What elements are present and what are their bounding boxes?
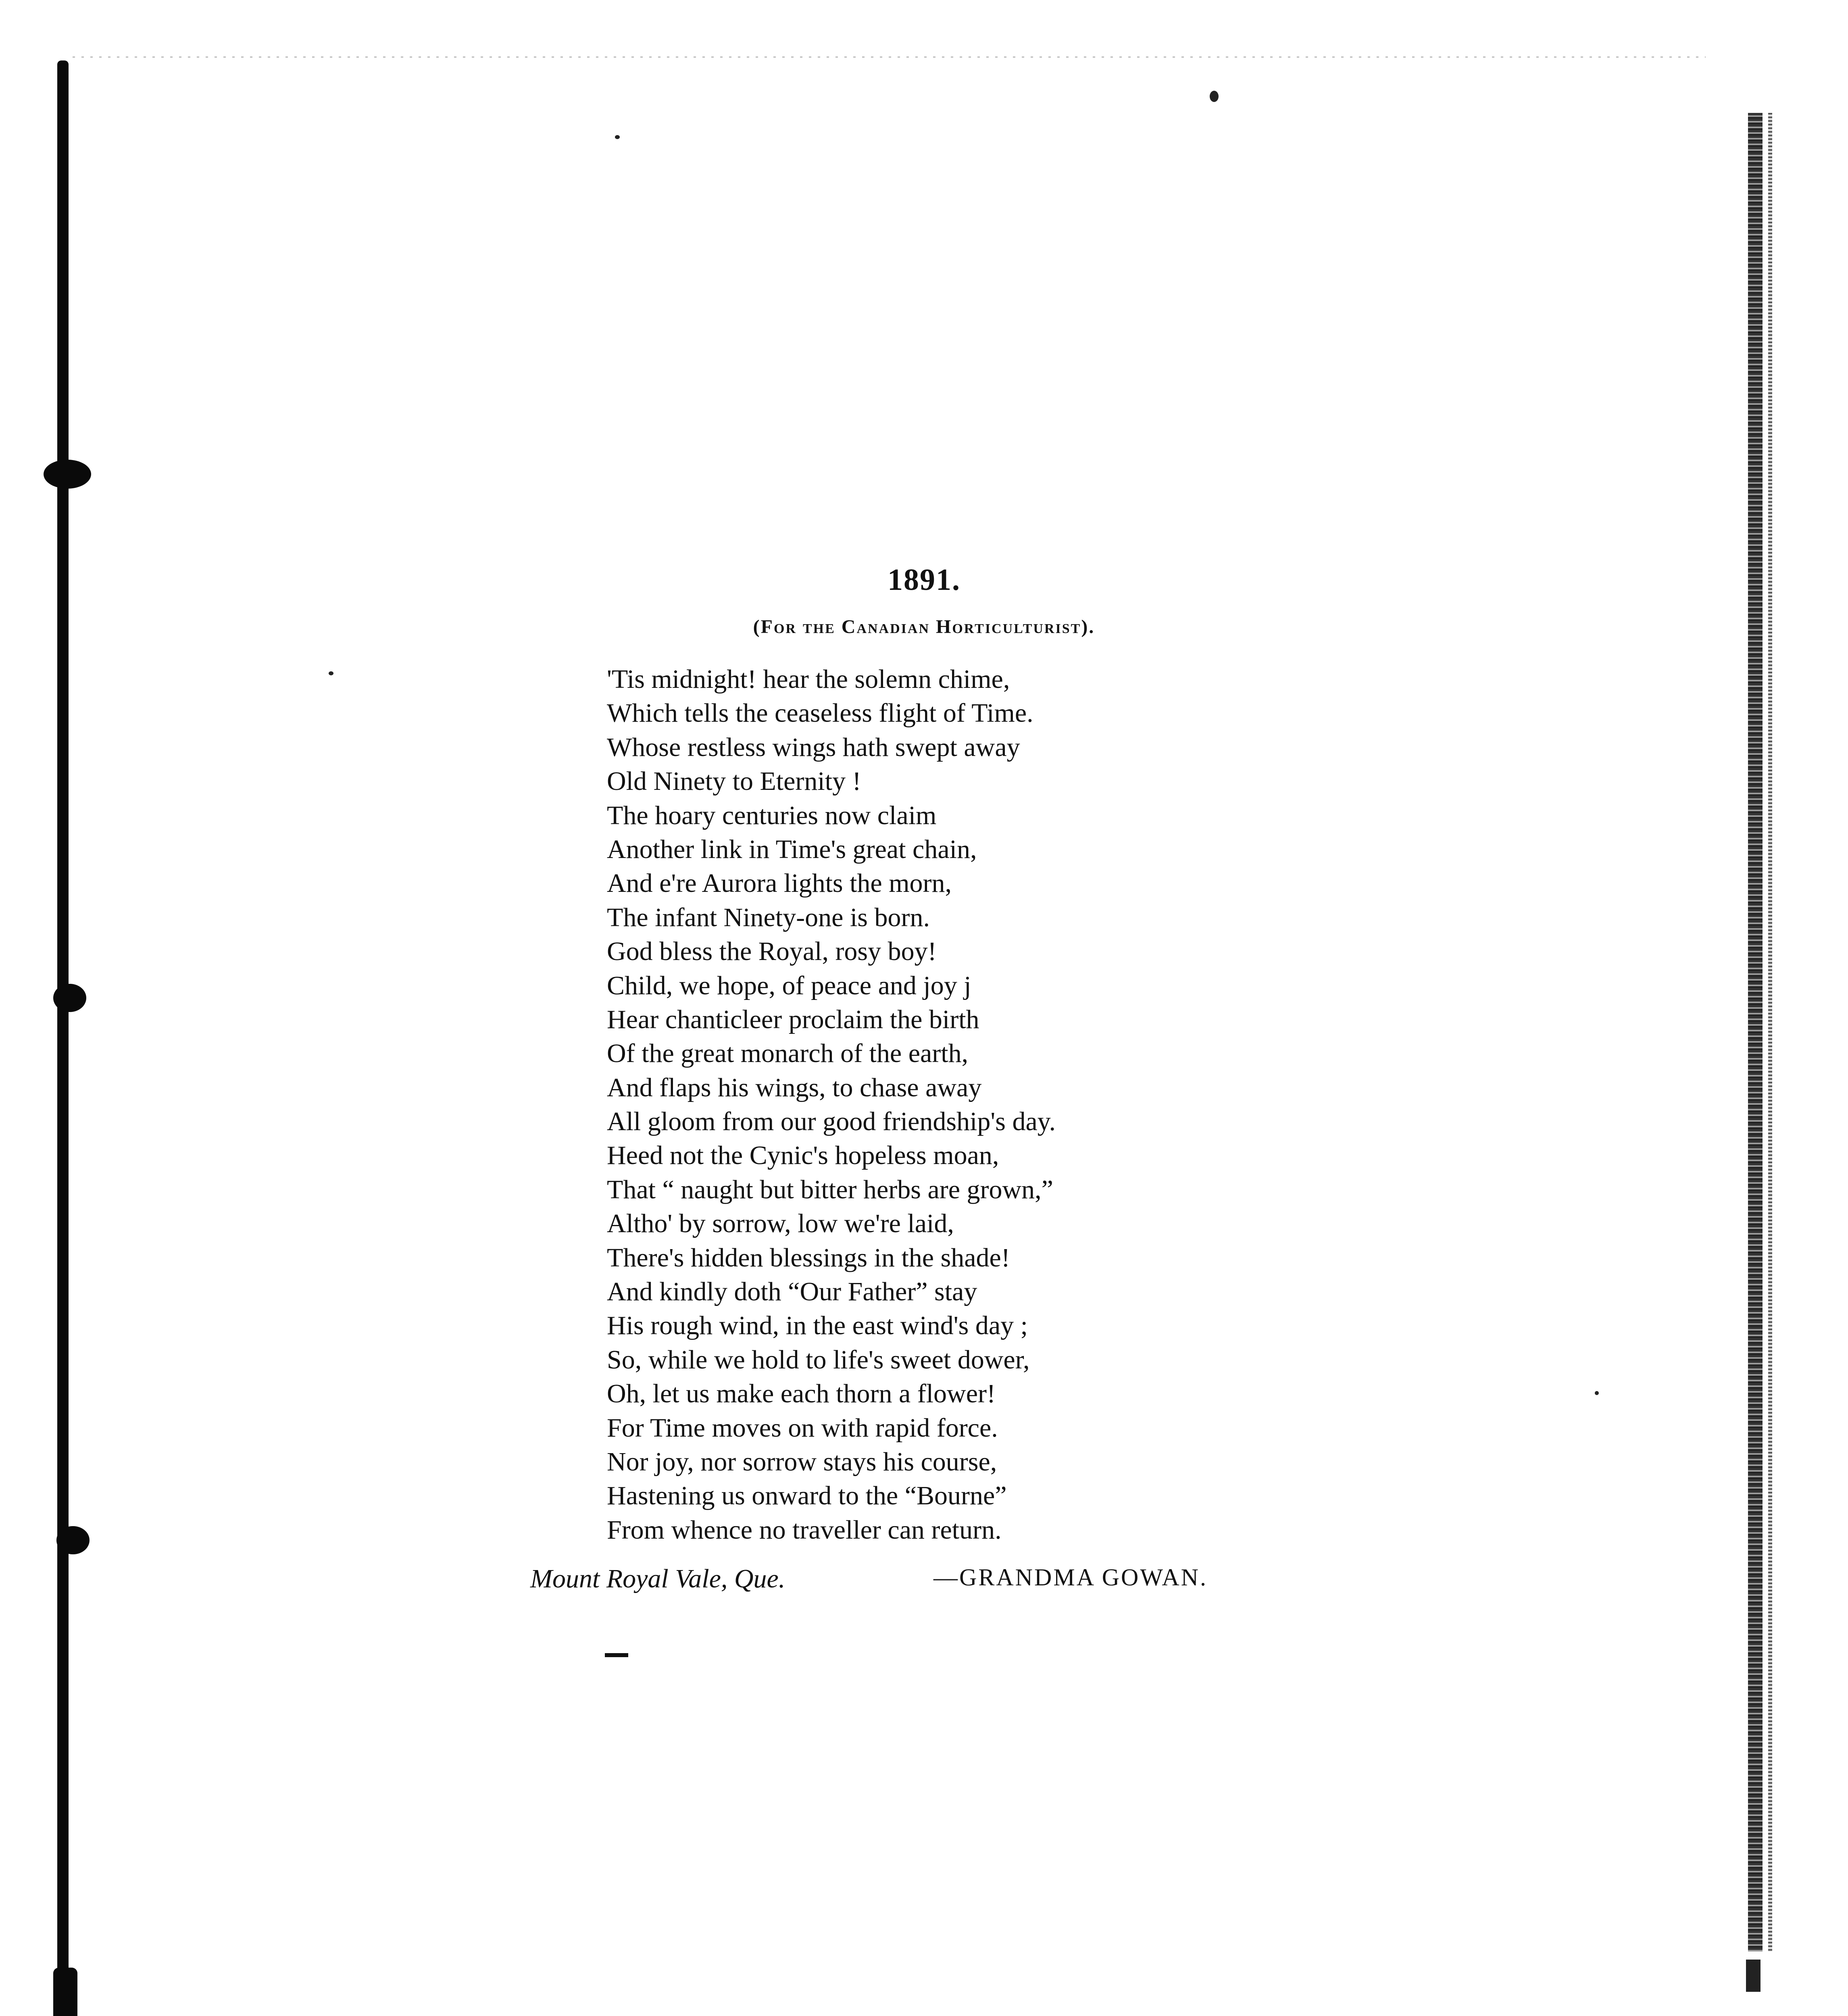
ink-speck	[1210, 91, 1219, 102]
poem-line: God bless the Royal, rosy boy!	[607, 937, 937, 966]
poem-line: His rough wind, in the east wind's day ;	[607, 1311, 1028, 1341]
dash-mark	[605, 1653, 628, 1657]
poem-line: The hoary centuries now claim	[607, 800, 937, 830]
right-scan-edge-inner	[1768, 113, 1772, 1951]
author-signature: —GRANDMA GOWAN.	[933, 1564, 1208, 1591]
binding-knot-top	[44, 460, 91, 489]
poem-line: All gloom from our good friendship's day.	[607, 1107, 1056, 1137]
left-binding-rule	[57, 60, 69, 2016]
ink-speck	[329, 671, 333, 675]
top-page-edge	[73, 56, 1706, 58]
poem-line: So, while we hold to life's sweet dower,	[607, 1345, 1030, 1375]
poem-line: Hear chanticleer proclaim the birth	[607, 1004, 979, 1034]
poem-line: That “ naught but bitter herbs are grown,”	[607, 1175, 1053, 1204]
ink-speck	[615, 135, 620, 139]
poem-line: Oh, let us make each thorn a flower!	[607, 1379, 996, 1409]
poem-line: From whence no traveller can return.	[607, 1515, 1002, 1545]
poem-line: Old Ninety to Eternity !	[607, 766, 861, 796]
poem-line: Whose restless wings hath swept away	[607, 732, 1020, 762]
poem-line: Altho' by sorrow, low we're laid,	[607, 1209, 954, 1239]
poem-line: And kindly doth “Our Father” stay	[607, 1277, 977, 1307]
binding-knot-middle	[53, 984, 86, 1012]
place-line: Mount Royal Vale, Que.	[530, 1564, 785, 1593]
poem-subtitle: (For the Canadian Horticulturist).	[753, 616, 1095, 637]
poem-title: 1891.	[888, 563, 960, 597]
poem-line: And flaps his wings, to chase away	[607, 1073, 982, 1102]
poem-line: For Time moves on with rapid force.	[607, 1413, 998, 1443]
poem-line: Another link in Time's great chain,	[607, 834, 977, 864]
poem-body	[607, 662, 1292, 1547]
poem-line: There's hidden blessings in the shade!	[607, 1243, 1010, 1272]
poem-line: Hastening us onward to the “Bourne”	[607, 1481, 1007, 1511]
poem-line: Of the great monarch of the earth,	[607, 1039, 969, 1068]
binding-knot-lower	[56, 1526, 90, 1554]
poem-line: The infant Ninety-one is born.	[607, 902, 930, 932]
poem-line: Child, we hope, of peace and joy j	[607, 971, 971, 1000]
ink-speck	[1595, 1391, 1599, 1395]
left-binding-rule-base	[53, 1968, 77, 2016]
poem-line: 'Tis midnight! hear the solemn chime,	[607, 664, 1010, 694]
right-scan-edge-mark	[1746, 1960, 1760, 1992]
right-scan-edge	[1748, 113, 1763, 1951]
poem-line: Which tells the ceaseless flight of Time.	[607, 698, 1033, 728]
poem-line: Nor joy, nor sorrow stays his course,	[607, 1447, 997, 1477]
poem-line: And e're Aurora lights the morn,	[607, 868, 952, 898]
poem-line: Heed not the Cynic's hopeless moan,	[607, 1141, 999, 1170]
